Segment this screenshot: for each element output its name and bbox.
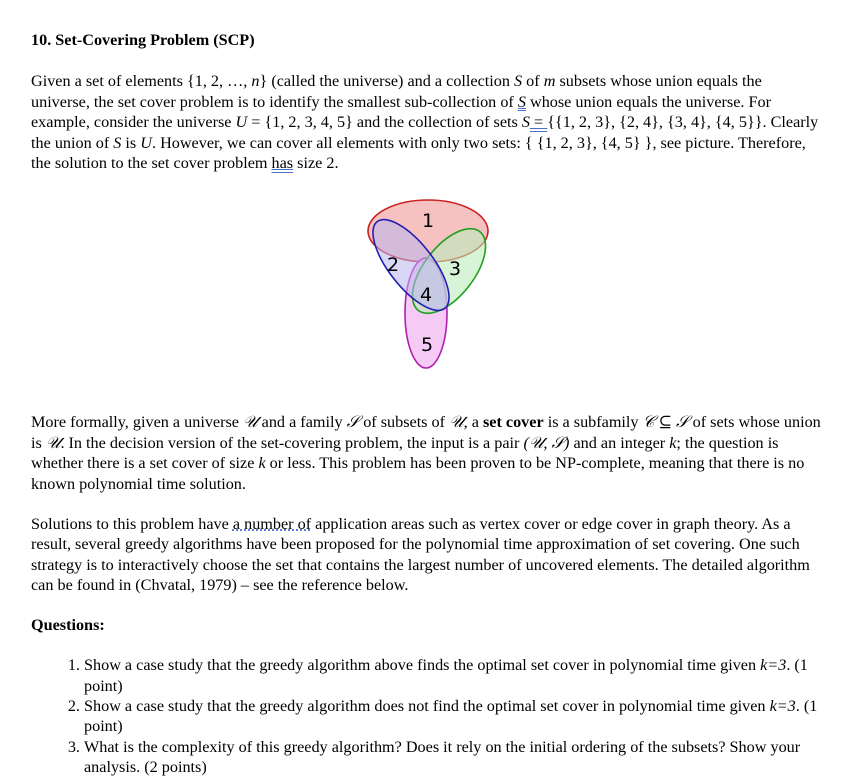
element-label-1: 1 [422, 210, 435, 233]
element-label-5: 5 [421, 334, 434, 357]
question-item: 3. What is the complexity of this greedy algorithm? Does it rely on the initial ordering of the subsets? Show your analysis. (2 points) [84, 737, 831, 778]
intro-paragraph: Given a set of elements {1, 2, …, n} (called the universe) and a collection S of m subsets whose union equals the universe, the set cover problem is to identify the smallest sub-collection of S whose union equals the universe. For example, consider the universe U = {1, 2, 3, 4, 5} and the collection of sets S = {{1, 2, 3}, {2, 4}, {3, 4}, {4, 5}}. Clearly the union of S is U. However, we can cover all elements with only two sets: { {1, 2, 3}, {4, 5} }, see picture. Therefore, the solution to the set cover problem has size 2. [31, 72, 819, 173]
venn-diagram-figure [31, 183, 831, 407]
element-label-2: 2 [387, 254, 400, 277]
element-label-4: 4 [420, 284, 433, 307]
venn-diagram [361, 183, 531, 383]
question-item: 2. Show a case study that the greedy algorithm does not find the optimal set cover in polynomial time given k=3. (1 point) [84, 696, 831, 737]
formal-definition-paragraph: More formally, given a universe 𝒰 and a family 𝒮 of subsets of 𝒰, a set cover is a subfamily 𝒞 ⊆ 𝒮 of sets whose union is 𝒰. In the decision version of the set-covering problem, the input is a pair (𝒰, 𝒮) and an integer k; the question is whether there is a set cover of size k or less. This problem has been proven to be NP-complete, meaning that there is no known polynomial time solution. [31, 413, 821, 493]
set-collection-example: {{1, 2, 3}, {2, 4}, {3, 4}, {4, 5}} [547, 113, 763, 132]
section-title: 10. Set-Covering Problem (SCP) [31, 31, 255, 49]
questions-list [31, 655, 831, 777]
document-page [31, 30, 831, 778]
question-item: 1. Show a case study that the greedy algorithm above finds the optimal set cover in polynomial time given k=3. (1 point) [84, 655, 831, 696]
applications-paragraph: Solutions to this problem have a number of application areas such as vertex cover or edge cover in graph theory. As a result, several greedy algorithms have been proposed for the polynomial time approximation of set covering. One such strategy is to interactively choose the set that contains the largest number of uncovered elements. The detailed algorithm can be found in (Chvatal, 1979) – see the reference below. [31, 515, 810, 595]
questions-heading: Questions: [31, 615, 105, 634]
element-label-3: 3 [449, 258, 462, 281]
